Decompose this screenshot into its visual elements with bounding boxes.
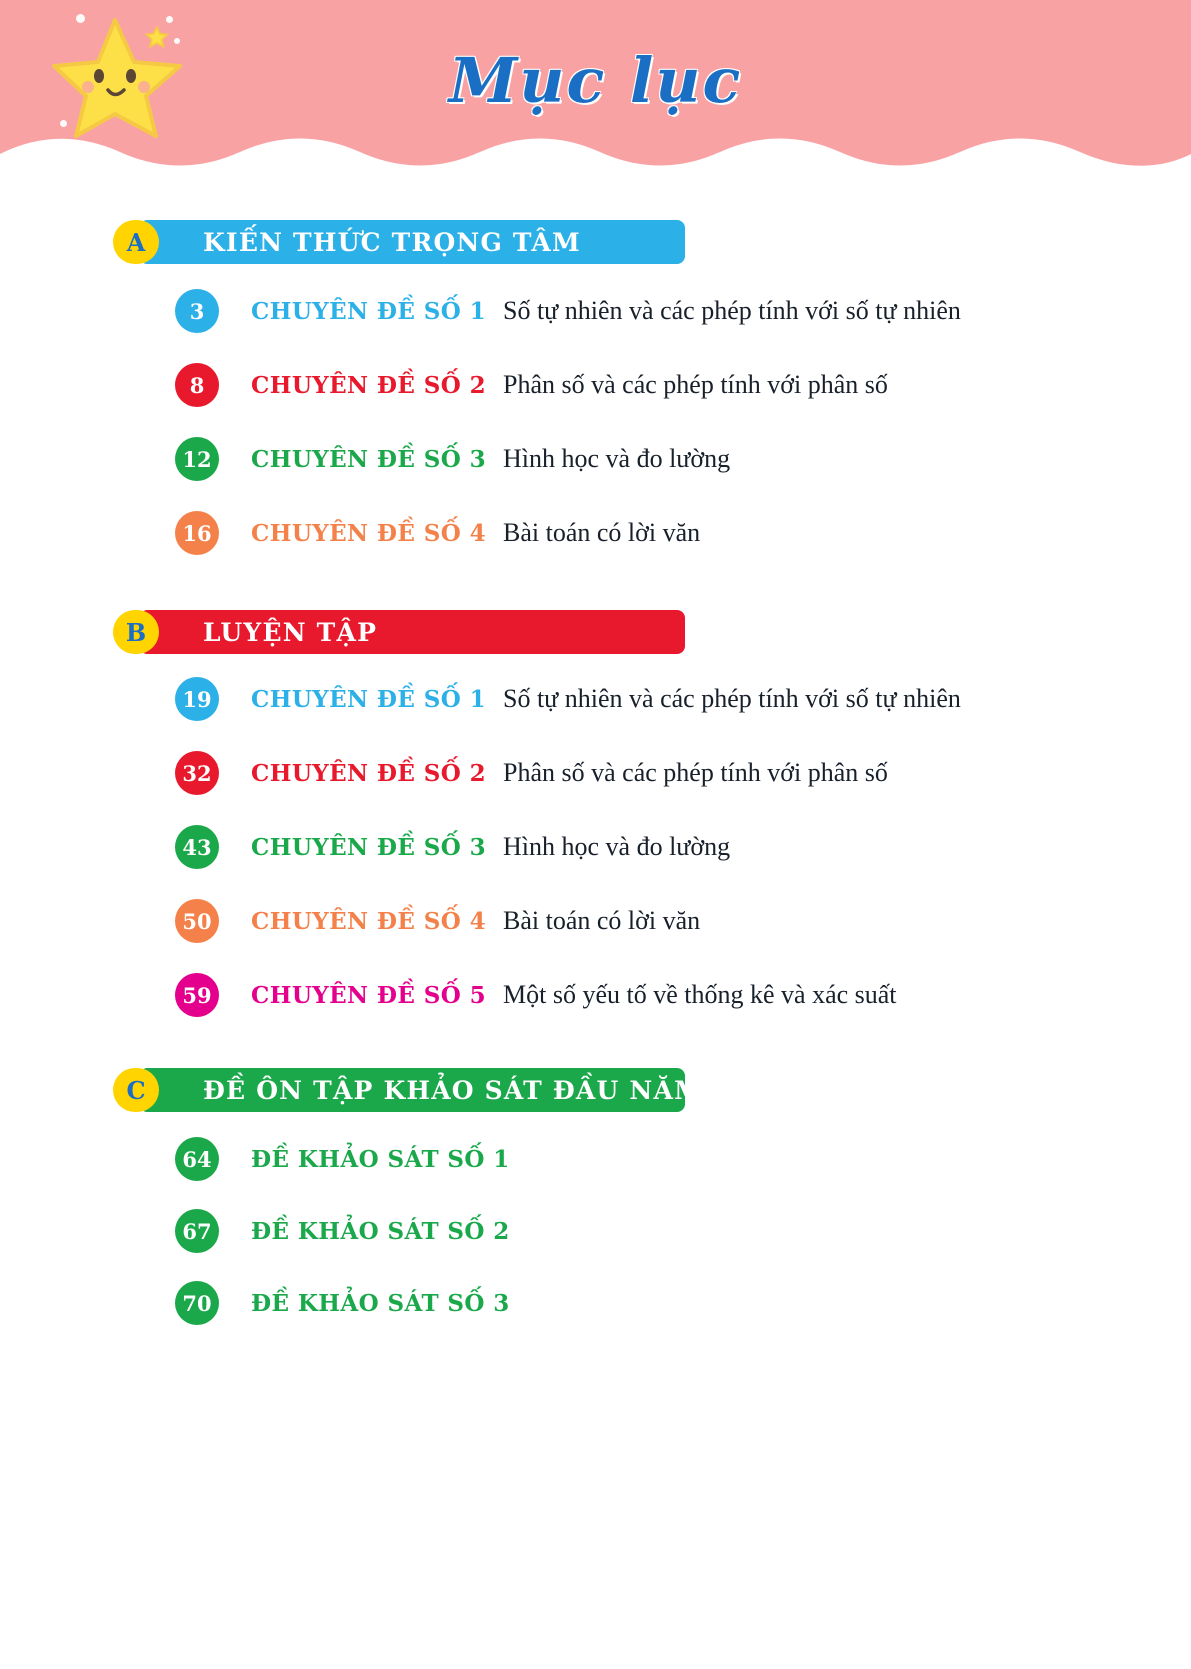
section-a-entries bbox=[0, 288, 1191, 556]
entry-topic: CHUYÊN ĐỀ SỐ 1 bbox=[251, 297, 486, 325]
entry-description: Phân số và các phép tính với phân số bbox=[503, 370, 888, 399]
entry-description: Số tự nhiên và các phép tính với số tự nhiên bbox=[503, 296, 961, 325]
wave-divider bbox=[0, 132, 1191, 170]
toc-entry[interactable] bbox=[175, 898, 1191, 944]
toc-entry[interactable] bbox=[175, 750, 1191, 796]
entry-page-number: 32 bbox=[175, 751, 219, 795]
toc-entry[interactable] bbox=[175, 1208, 1191, 1254]
entry-page-number: 50 bbox=[175, 899, 219, 943]
section-a-bar bbox=[141, 220, 685, 264]
entry-description: Phân số và các phép tính với phân số bbox=[503, 758, 888, 787]
entry-page-number: 59 bbox=[175, 973, 219, 1017]
section-c bbox=[0, 1068, 1191, 1326]
entry-topic: CHUYÊN ĐỀ SỐ 4 bbox=[251, 907, 486, 935]
entry-description: Số tự nhiên và các phép tính với số tự nhiên bbox=[503, 684, 961, 713]
section-b-label: LUYỆN TẬP bbox=[203, 617, 378, 647]
entry-topic: CHUYÊN ĐỀ SỐ 3 bbox=[251, 445, 486, 473]
entry-topic: CHUYÊN ĐỀ SỐ 3 bbox=[251, 833, 486, 861]
section-b-bar bbox=[141, 610, 685, 654]
section-c-badge: C bbox=[113, 1068, 159, 1112]
toc-entry[interactable] bbox=[175, 676, 1191, 722]
entry-topic: ĐỀ KHẢO SÁT SỐ 1 bbox=[251, 1145, 510, 1173]
section-b-badge: B bbox=[113, 610, 159, 654]
toc-entry[interactable] bbox=[175, 1136, 1191, 1182]
section-b-header bbox=[113, 610, 685, 654]
toc-entry[interactable] bbox=[175, 510, 1191, 556]
entry-description: Bài toán có lời văn bbox=[503, 906, 701, 935]
table-of-contents bbox=[0, 170, 1191, 1326]
entry-topic: CHUYÊN ĐỀ SỐ 5 bbox=[251, 981, 486, 1009]
entry-topic: CHUYÊN ĐỀ SỐ 2 bbox=[251, 371, 486, 399]
entry-description: Hình học và đo lường bbox=[503, 444, 731, 473]
toc-entry[interactable] bbox=[175, 1280, 1191, 1326]
page-title: Mục lục bbox=[448, 44, 743, 117]
entry-topic: CHUYÊN ĐỀ SỐ 4 bbox=[251, 519, 486, 547]
section-a-badge: A bbox=[113, 220, 159, 264]
section-a-label: KIẾN THỨC TRỌNG TÂM bbox=[203, 227, 581, 257]
toc-entry[interactable] bbox=[175, 972, 1191, 1018]
entry-page-number: 12 bbox=[175, 437, 219, 481]
entry-page-number: 43 bbox=[175, 825, 219, 869]
entry-page-number: 64 bbox=[175, 1137, 219, 1181]
section-a bbox=[0, 220, 1191, 556]
entry-topic: CHUYÊN ĐỀ SỐ 1 bbox=[251, 685, 486, 713]
entry-description: Một số yếu tố về thống kê và xác suất bbox=[503, 980, 897, 1009]
entry-page-number: 8 bbox=[175, 363, 219, 407]
entry-description: Bài toán có lời văn bbox=[503, 518, 701, 547]
section-b-entries bbox=[0, 676, 1191, 1018]
entry-page-number: 70 bbox=[175, 1281, 219, 1325]
section-c-bar bbox=[141, 1068, 703, 1112]
entry-topic: ĐỀ KHẢO SÁT SỐ 2 bbox=[251, 1217, 510, 1245]
entry-page-number: 3 bbox=[175, 289, 219, 333]
section-c-entries bbox=[0, 1136, 1191, 1326]
entry-topic: ĐỀ KHẢO SÁT SỐ 3 bbox=[251, 1289, 510, 1317]
toc-entry[interactable] bbox=[175, 362, 1191, 408]
toc-entry[interactable] bbox=[175, 824, 1191, 870]
entry-page-number: 16 bbox=[175, 511, 219, 555]
page-header bbox=[0, 0, 1191, 170]
entry-description: Hình học và đo lường bbox=[503, 832, 731, 861]
section-c-label: ĐỀ ÔN TẬP KHẢO SÁT ĐẦU NĂM bbox=[203, 1075, 703, 1105]
toc-entry[interactable] bbox=[175, 288, 1191, 334]
toc-entry[interactable] bbox=[175, 436, 1191, 482]
entry-page-number: 19 bbox=[175, 677, 219, 721]
section-b bbox=[0, 610, 1191, 1018]
section-c-header bbox=[113, 1068, 703, 1112]
section-a-header bbox=[113, 220, 685, 264]
entry-page-number: 67 bbox=[175, 1209, 219, 1253]
entry-topic: CHUYÊN ĐỀ SỐ 2 bbox=[251, 759, 486, 787]
